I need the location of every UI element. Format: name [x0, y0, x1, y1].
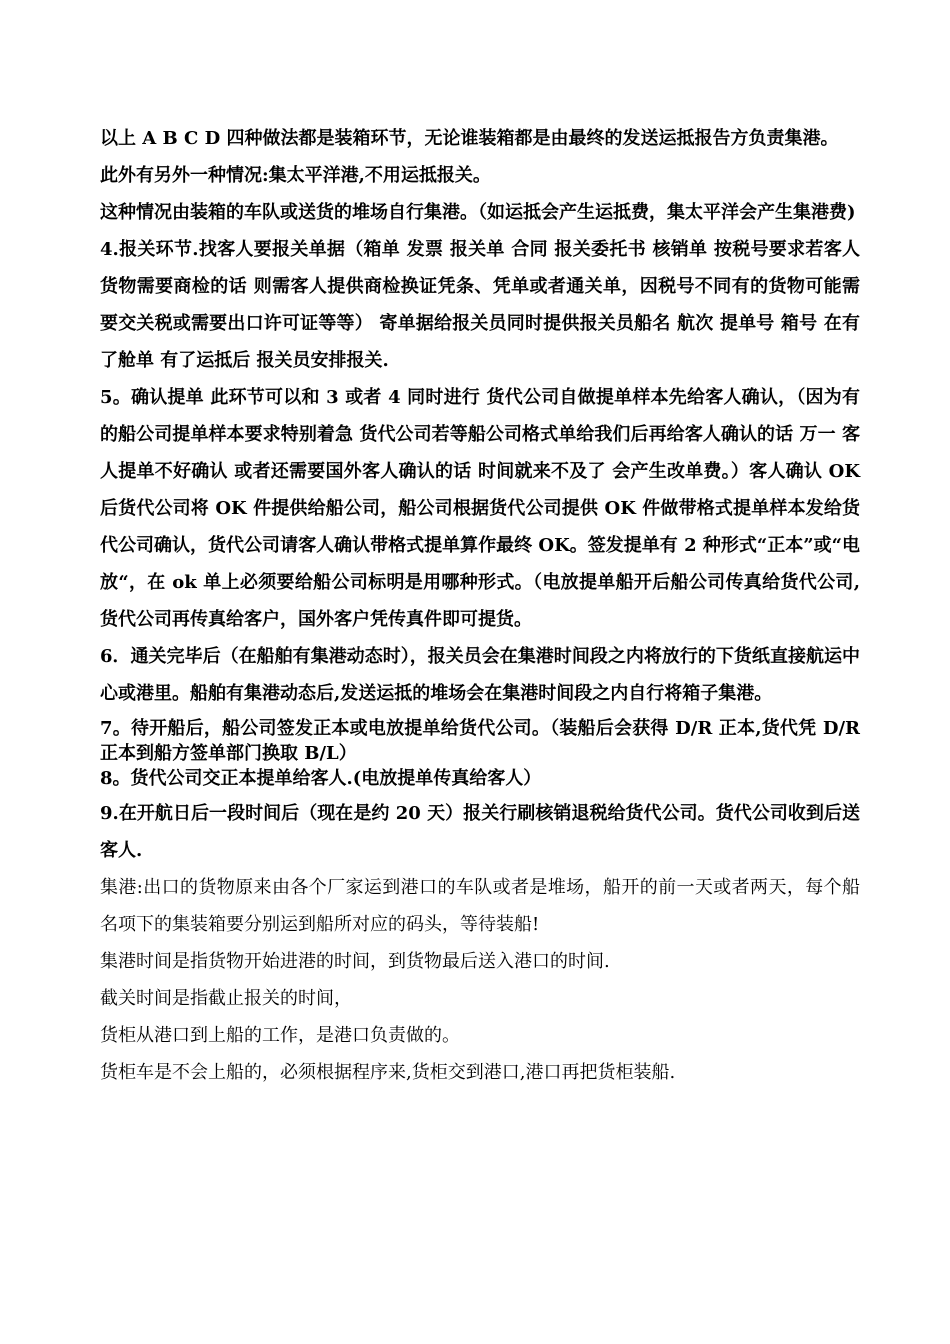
paragraph-truck-process: 货柜车是不会上船的，必须根据程序来,货柜交到港口,港口再把货柜装船. [100, 1062, 676, 1083]
paragraph-step-9-tax-refund: 9.在开航日后一段时间后（现在是约 20 天）报关行刷核销退税给货代公司。货代公司收到后送客人. [100, 803, 860, 861]
paragraph-self-gathering: 这种情况由装箱的车队或送货的堆场自行集港。（如运抵会产生运抵费，集太平洋会产生集港费) [100, 202, 856, 223]
paragraph-abcd-packing: 以上 A B C D 四种做法都是装箱环节，无论谁装箱都是由最终的发送运抵报告方负责集港。 [100, 128, 839, 149]
paragraph-gathering-time: 集港时间是指货物开始进港的时间，到货物最后送入港口的时间. [100, 951, 610, 972]
paragraph-port-loading: 货柜从港口到上船的工作，是港口负责做的。 [100, 1025, 460, 1046]
paragraph-step-6-clearance: 6．通关完毕后（在船舶有集港动态时），报关员会在集港时间段之内将放行的下货纸直接航运中心或港里。船舶有集港动态后,发送运抵的堆场会在集港时间段之内自行将箱子集港。 [100, 646, 860, 704]
paragraph-other-case: 此外有另外一种情况:集太平洋港,不用运抵报关。 [100, 165, 491, 186]
paragraph-step-7-sailing: 7。待开船后，船公司签发正本或电放提单给货代公司。（装船后会获得 D/R 正本,货代凭 D/R 正本到船方签单部门换取 B/L） [100, 718, 860, 764]
document-body [100, 120, 860, 1091]
paragraph-step-4-customs: 4.报关环节.找客人要报关单据（箱单 发票 报关单 合同 报关委托书 核销单 按税号要求若客人货物需要商检的话 则需客人提供商检换证凭条、凭单或者通关单，因税号不同有的货物可能需要交关税或需要出口许可证等等） 寄单据给报关员同时提供报关员船名 航次 提单号 箱号 在有了舱单 有了运抵后 报关员安排报关. [100, 239, 860, 371]
paragraph-step-5-bill-of-lading: 5。确认提单 此环节可以和 3 或者 4 同时进行 货代公司自做提单样本先给客人确认，（因为有的船公司提单样本要求特别着急 货代公司若等船公司格式单给我们后再给客人确认的话 万一 客人提单不好确认 或者还需要国外客人确认的话 时间就来不及了 会产生改单费。）客人确认 OK 后货代公司将 OK 件提供给船公司，船公司根据货代公司提供 OK 件做带格式提单样本发给货代公司确认，货代公司请客人确认带格式提单算作最终 OK。签发提单有 2 种形式“正本”或“电放“，在 ok 单上必须要给船公司标明是用哪种形式。（电放提单船开后船公司传真给货代公司,货代公司再传真给客户，国外客户凭传真件即可提货。 [100, 387, 860, 630]
paragraph-cutoff-time: 截关时间是指截止报关的时间， [100, 988, 352, 1009]
paragraph-step-8-delivery: 8。货代公司交正本提单给客人.(电放提单传真给客人） [100, 768, 542, 789]
paragraph-gathering-definition: 集港:出口的货物原来由各个厂家运到港口的车队或者是堆场，船开的前一天或者两天，每个船名项下的集装箱要分别运到船所对应的码头，等待装船! [100, 877, 860, 935]
